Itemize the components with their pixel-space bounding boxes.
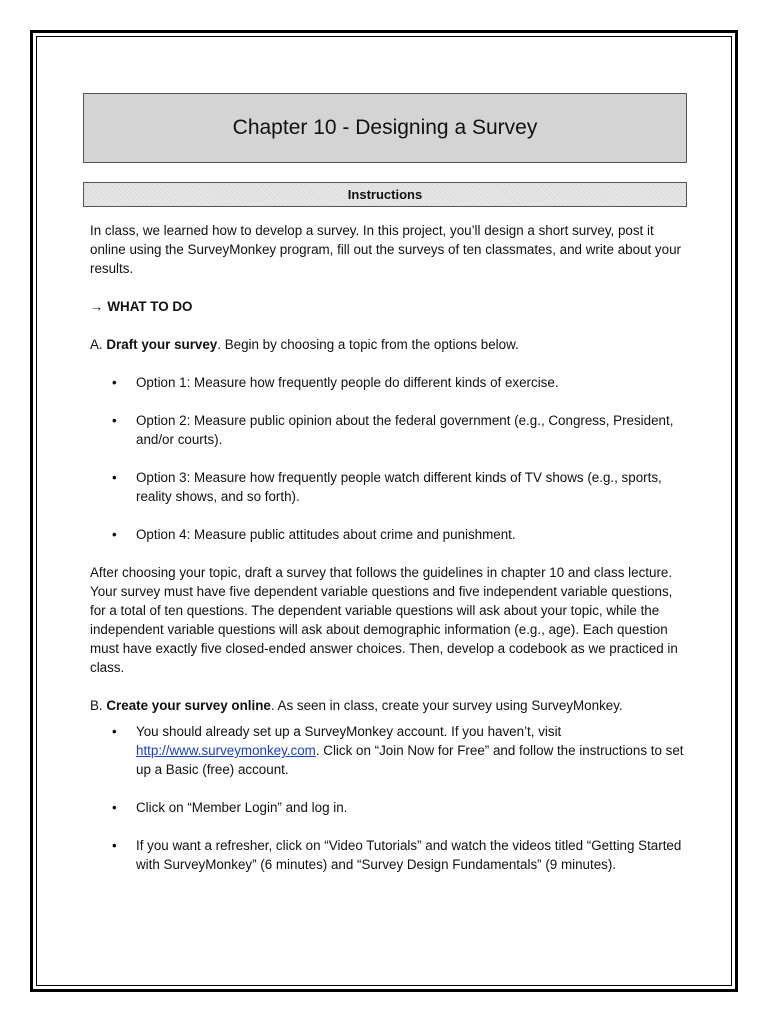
section-b-title: Create your survey online — [106, 698, 271, 713]
list-item — [90, 722, 690, 779]
list-item — [90, 411, 690, 449]
intro-paragraph: In class, we learned how to develop a survey. In this project, you’ll design a short survey, post it online using the SurveyMonkey program, fill out the surveys of ten classmates, and write about your results. — [90, 223, 681, 276]
surveymonkey-link[interactable]: http://www.surveymonkey.com — [136, 743, 316, 758]
section-a-prefix: A. — [90, 337, 107, 352]
section-b-text: . As seen in class, create your survey using SurveyMonkey. — [270, 698, 623, 713]
step-text: If you want a refresher, click on “Video Tutorials” and watch the videos titled “Getting Started with SurveyMonkey” (6 minutes) and “Survey Design Fundamentals” (9 minutes). — [136, 838, 682, 872]
bullet-icon: • — [112, 375, 117, 390]
bullet-icon: • — [112, 470, 117, 485]
section-b-prefix: B. — [90, 698, 107, 713]
after-topic-paragraph: After choosing your topic, draft a survey that follows the guidelines in chapter 10 and class lecture. Your survey must have five dependent variable questions and five independent variable questions, for a total of ten questions. The dependent variable questions will ask about your topic, while the independent variable questions will ask about demographic information (e.g., age). Each question must have exactly five closed-ended answer choices. Then, develop a codebook as we practiced in class. — [90, 565, 678, 675]
step-text-after: . Click on “Join Now for Free” and follow the instructions to set up a Basic (free) account. — [136, 743, 684, 777]
step-list — [90, 722, 690, 874]
bullet-icon: • — [112, 838, 117, 853]
bullet-icon: • — [112, 724, 117, 739]
step-text-before: You should already set up a SurveyMonkey account. If you haven’t, visit — [136, 724, 562, 739]
what-to-do-label: WHAT TO DO — [107, 299, 193, 314]
section-a-title: Draft your survey — [106, 337, 218, 352]
section-a-heading — [90, 335, 690, 354]
list-item — [90, 525, 690, 544]
section-b-heading — [90, 696, 690, 715]
instructions-header — [83, 182, 687, 207]
list-item — [90, 373, 690, 392]
arrow-right-icon: → — [90, 299, 104, 314]
section-a-text: . Begin by choosing a topic from the options below. — [217, 337, 519, 352]
list-item — [90, 798, 690, 817]
page-title: Chapter 10 - Designing a Survey — [232, 116, 538, 139]
option-text: Option 3: Measure how frequently people watch different kinds of TV shows (e.g., sports, reality shows, and so forth). — [136, 470, 662, 504]
option-text: Option 1: Measure how frequently people do different kinds of exercise. — [136, 375, 559, 390]
bullet-icon: • — [112, 527, 117, 542]
step-text: Click on “Member Login” and log in. — [136, 800, 348, 815]
what-to-do-heading — [90, 297, 690, 316]
document-body — [90, 221, 690, 893]
title-box — [83, 93, 687, 163]
option-text: Option 4: Measure public attitudes about crime and punishment. — [136, 527, 516, 542]
instructions-label: Instructions — [347, 187, 423, 202]
list-item — [90, 468, 690, 506]
bullet-icon: • — [112, 413, 117, 428]
bullet-icon: • — [112, 800, 117, 815]
option-list — [90, 373, 690, 544]
option-text: Option 2: Measure public opinion about the federal government (e.g., Congress, President, and/or courts). — [136, 413, 674, 447]
list-item — [90, 836, 690, 874]
